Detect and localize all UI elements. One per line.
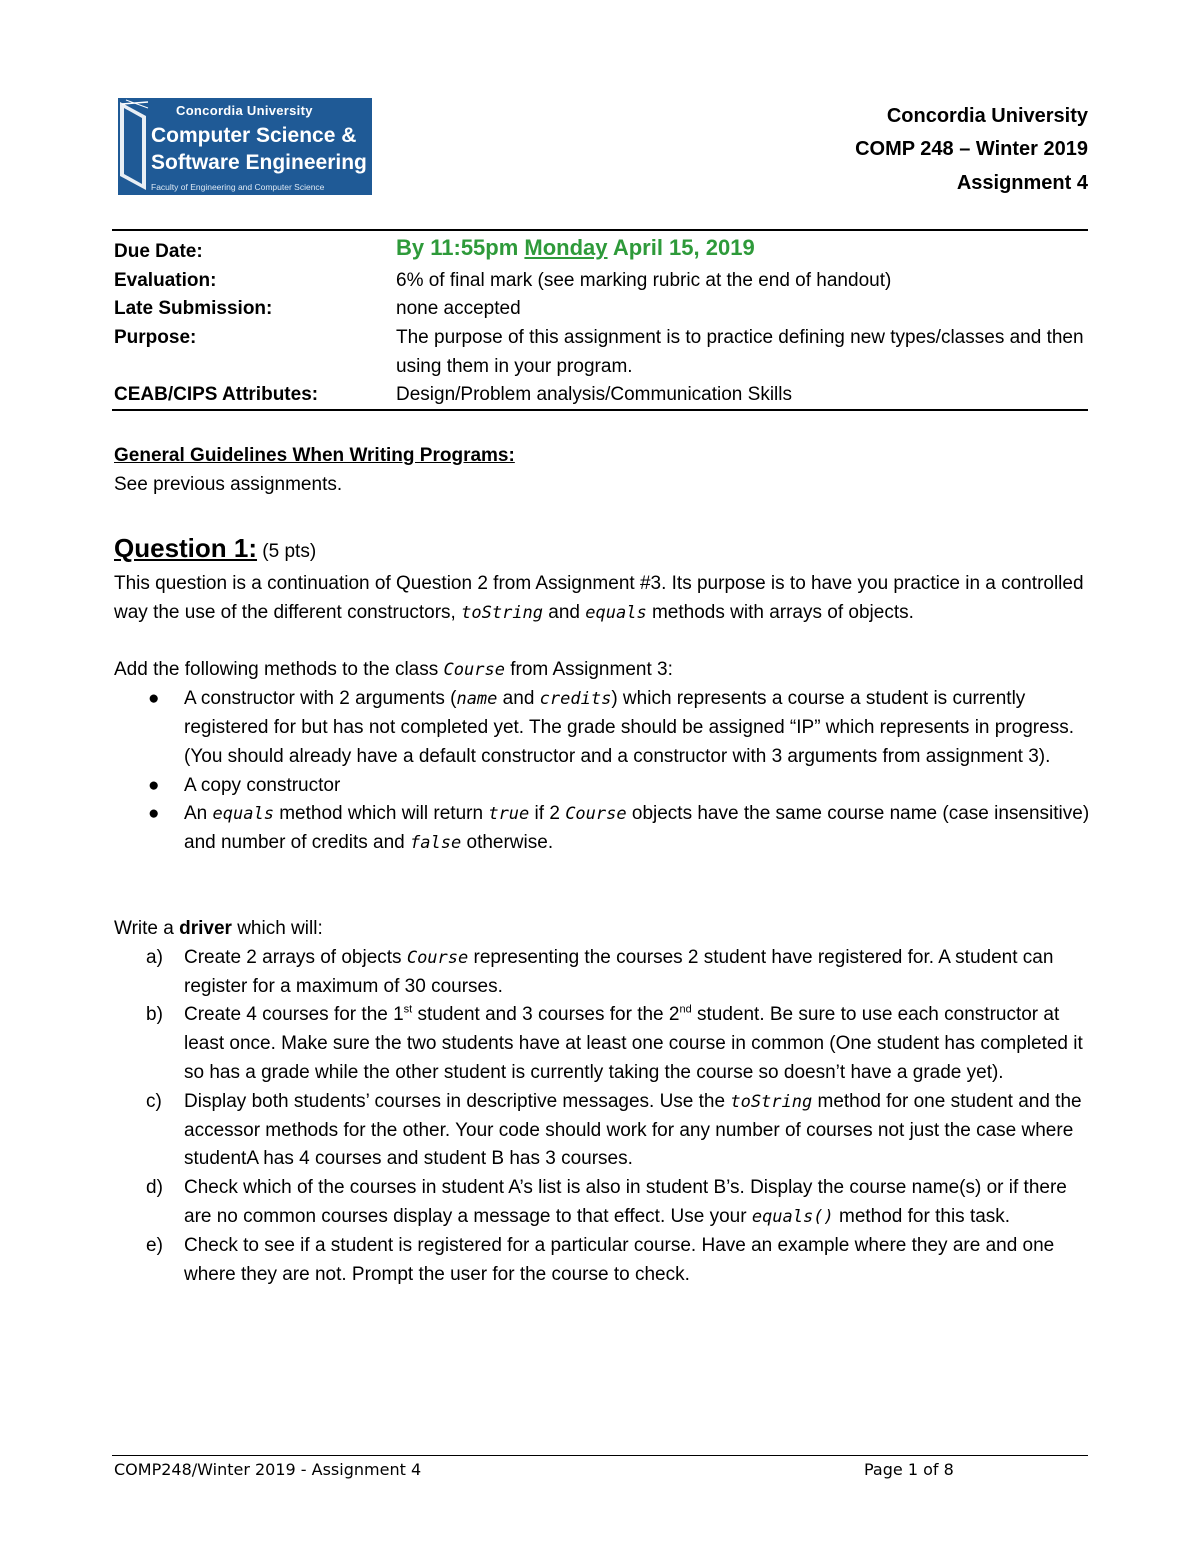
header-university: Concordia University: [886, 105, 1088, 127]
logo-university-name: Concordia University: [176, 103, 313, 118]
footer-left: COMP248/Winter 2019 - Assignment 4: [114, 1460, 422, 1479]
ceab-label: CEAB/CIPS Attributes:: [114, 384, 319, 405]
university-logo: [118, 98, 372, 195]
guidelines-text: See previous assignments.: [114, 473, 343, 495]
header-assignment: Assignment 4: [956, 172, 1088, 194]
logo-line-1: Computer Science &: [151, 124, 357, 147]
evaluation-value: 6% of final mark (see marking rubric at the end of handout): [396, 270, 892, 291]
evaluation-label: Evaluation:: [114, 270, 217, 291]
question-1-section: [114, 530, 1090, 1289]
question-heading: [114, 530, 1090, 570]
ceab-value: Design/Problem analysis/Communication Skills: [396, 384, 792, 405]
bullet-icon: ●: [148, 774, 160, 796]
guidelines-heading: General Guidelines When Writing Programs:: [114, 445, 515, 466]
due-date-label: Due Date:: [114, 241, 203, 262]
logo-faculty: Faculty of Engineering and Computer Science: [151, 182, 325, 192]
due-date-day: Monday: [524, 235, 608, 260]
header-course: COMP 248 – Winter 2019: [855, 138, 1088, 160]
list-item: c) Display both students’ courses in descriptive messages. Use the toString method for one student and the accessor methods for the other. Your code should work for any number of courses not just the case where studentA has 4 courses and student B has 3 courses.: [146, 1090, 1082, 1170]
footer-page-number: Page 1 of 8: [864, 1460, 954, 1479]
list-item: ● A copy constructor: [114, 772, 1090, 801]
question-points: (5 pts): [262, 541, 317, 562]
purpose-value: The purpose of this assignment is to practice defining new types/classes and then using them in your program.: [396, 327, 1084, 377]
late-submission-label: Late Submission:: [114, 298, 273, 319]
logo-line-2: Software Engineering: [151, 151, 367, 174]
due-date-value: [396, 234, 1090, 263]
footer-divider: [112, 1455, 1088, 1456]
list-item: a) Create 2 arrays of objects Course representing the courses 2 student have registered for. A student can register for a maximum of 30 courses.: [146, 946, 1054, 997]
question-title: Question 1:: [114, 533, 258, 563]
bullet-icon: ●: [148, 688, 160, 710]
list-item: e) Check to see if a student is registered for a particular course. Have an example where they are and one where they are not. Prompt the user for the course to check.: [146, 1234, 1055, 1285]
list-item: ● An equals method which will return true if 2 Course objects have the same course name (case insensitive) and number of credits and false otherwise.: [114, 800, 1090, 858]
university-crest-icon: [118, 98, 150, 195]
question-intro: This question is a continuation of Question 2 from Assignment #3. Its purpose is to have you practice in a controlled way the use of the different constructors, toString and equals methods with arrays of objects.: [114, 573, 1084, 623]
info-divider: [112, 409, 1088, 411]
bullet-icon: ●: [148, 803, 160, 825]
late-submission-value: none accepted: [396, 298, 521, 319]
due-date-prefix: By 11:55pm: [396, 235, 525, 260]
header-divider: [112, 229, 1088, 231]
add-methods-text: Add the following methods to the class Course from Assignment 3:: [114, 659, 673, 681]
list-item: b) Create 4 courses for the 1st student and 3 courses for the 2nd student. Be sure to use each constructor at least once. Make sure the two students have at least one course in common (One student has completed it so has a grade while the other student is currently taking the course so doesn’t have a grade yet).: [146, 1004, 1083, 1083]
purpose-label: Purpose:: [114, 327, 197, 348]
list-item: ● A constructor with 2 arguments (name and credits) which represents a course a student is currently registered for but has not completed yet. The grade should be assigned “IP” which represents in progress. (You should already have a default constructor and a constructor with 3 arguments from assignment 3).: [114, 685, 1090, 771]
due-date-suffix: April 15, 2019: [607, 235, 755, 260]
guidelines-section: [114, 442, 1090, 500]
methods-list: [114, 685, 1090, 858]
driver-intro: Write a driver which will:: [114, 917, 323, 939]
list-item: d) Check which of the courses in student A’s list is also in student B’s. Display the course name(s) or if there are no common courses display a message to that effect. Use your equals() method for this task.: [146, 1177, 1067, 1227]
driver-steps: [114, 944, 1090, 1290]
